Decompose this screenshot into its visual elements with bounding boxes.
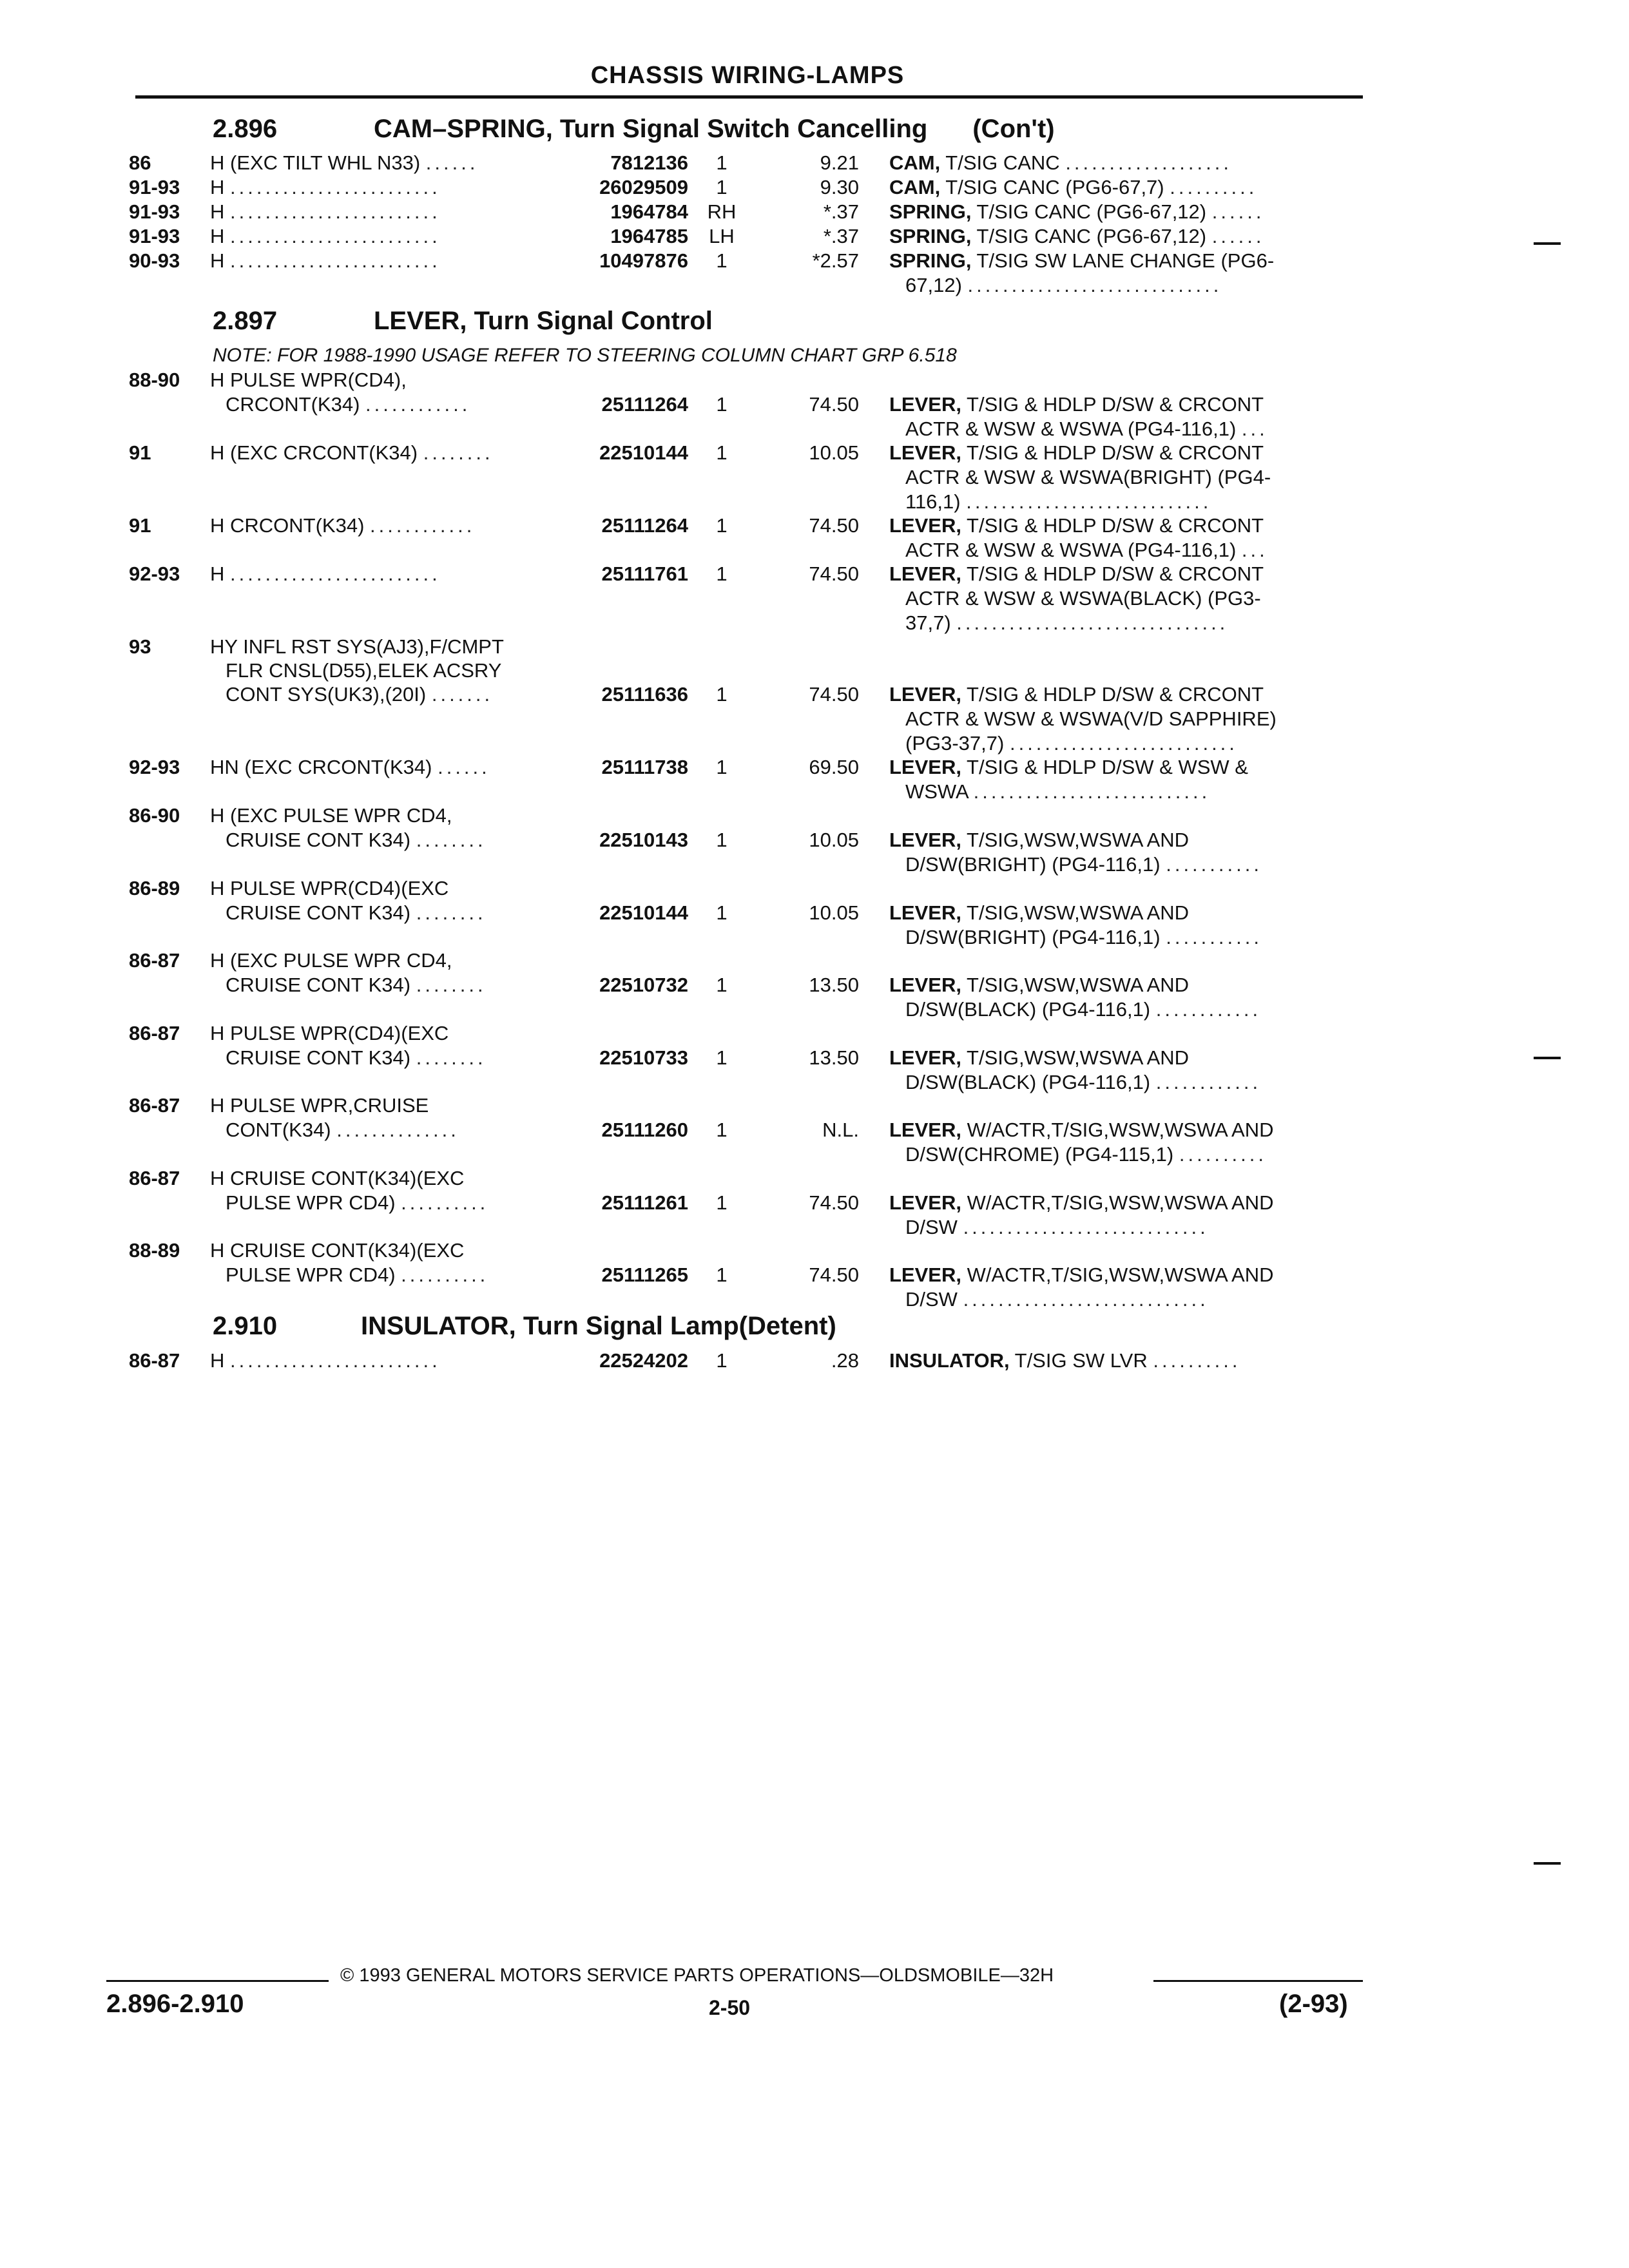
application-wrap — [226, 828, 487, 852]
part-number: 22524202 — [599, 1349, 688, 1372]
application-wrap — [210, 1349, 441, 1372]
part-number: 22510732 — [599, 974, 688, 996]
part-number: 25111738 — [601, 756, 688, 778]
description-noun: LEVER, — [889, 514, 961, 537]
part-number: 22510144 — [599, 441, 688, 464]
application: H (EXC PULSE WPR CD4, — [210, 804, 452, 827]
application-line: CRUISE CONT K34) — [226, 974, 411, 996]
description-wrap — [905, 273, 1222, 297]
description: T/SIG & HDLP D/SW & CRCONT — [961, 441, 1264, 464]
description: T/SIG & HDLP D/SW & CRCONT — [961, 514, 1264, 537]
section-title: INSULATOR, Turn Signal Lamp(Detent) — [361, 1312, 836, 1340]
description-wrap — [889, 1263, 1273, 1287]
description-wrap — [889, 828, 1189, 852]
description-line: (PG3-37,7) — [905, 732, 1005, 754]
description-noun: LEVER, — [889, 562, 961, 585]
price: 13.50 — [809, 974, 859, 996]
year-range: 91 — [129, 441, 151, 464]
description-wrap — [889, 562, 1264, 586]
leader-dots: ............ — [1155, 1071, 1262, 1093]
description-line: D/SW(BRIGHT) (PG4-116,1) — [905, 926, 1161, 948]
section-number: 2.897 — [213, 307, 278, 335]
leader-dots: ........ — [423, 441, 494, 464]
application-wrap — [210, 562, 441, 586]
margin-mark — [1534, 1862, 1561, 1865]
price: 10.05 — [809, 441, 859, 464]
description-wrap — [889, 755, 1248, 779]
application-line: CONT(K34) — [226, 1119, 331, 1141]
quantity: 1 — [716, 1349, 728, 1372]
leader-dots: ........... — [1166, 853, 1262, 876]
year-range: 92-93 — [129, 756, 180, 778]
quantity: 1 — [716, 1264, 728, 1286]
section-title: LEVER, Turn Signal Control — [374, 307, 713, 335]
quantity: 1 — [716, 974, 728, 996]
leader-dots: ........................ — [230, 225, 441, 247]
year-range: 90-93 — [129, 249, 180, 272]
price: 13.50 — [809, 1046, 859, 1069]
leader-dots: .......... — [401, 1264, 489, 1286]
description-noun: LEVER, — [889, 1191, 961, 1214]
application: H — [210, 225, 225, 247]
application: H — [210, 1349, 225, 1372]
description-wrap — [889, 1046, 1189, 1070]
application-line: CRUISE CONT K34) — [226, 1046, 411, 1069]
description-wrap — [905, 997, 1261, 1021]
quantity: 1 — [716, 514, 728, 537]
description-wrap — [905, 1215, 1209, 1239]
year-range: 91-93 — [129, 200, 180, 223]
description: T/SIG SW LANE CHANGE (PG6- — [971, 249, 1275, 272]
year-range: 91-93 — [129, 176, 180, 198]
application-line: PULSE WPR CD4) — [226, 1264, 396, 1286]
leader-dots: ........................ — [230, 200, 441, 223]
year-range: 86-87 — [129, 1167, 180, 1189]
description: T/SIG,WSW,WSWA AND — [961, 901, 1190, 924]
leader-dots: ........ — [416, 974, 487, 996]
year-range: 86-89 — [129, 877, 180, 899]
description-wrap — [905, 925, 1262, 949]
description-wrap — [905, 538, 1268, 562]
description-wrap — [889, 1191, 1273, 1215]
application: H PULSE WPR,CRUISE — [210, 1094, 429, 1117]
description-line: ACTR & WSW & WSWA (PG4-116,1) — [905, 418, 1237, 440]
description-wrap — [905, 780, 1210, 803]
application-wrap — [210, 441, 494, 465]
leader-dots: ... — [1241, 418, 1268, 440]
part-number: 25111761 — [601, 562, 688, 585]
part-number: 10497876 — [599, 249, 688, 272]
description: T/SIG & HDLP D/SW & WSW & — [961, 756, 1248, 778]
header-rule — [135, 95, 1363, 99]
leader-dots: ........... — [1166, 926, 1262, 948]
description-wrap — [889, 151, 1232, 175]
footer-rule — [1153, 1980, 1363, 1982]
description-wrap — [905, 490, 1211, 514]
year-range: 86-87 — [129, 1022, 180, 1044]
quantity: 1 — [716, 683, 728, 706]
year-range: 86-87 — [129, 1349, 180, 1372]
description-noun: LEVER, — [889, 683, 961, 706]
description-noun: LEVER, — [889, 1264, 961, 1286]
section-continued: (Con't) — [972, 115, 1055, 143]
application: H PULSE WPR(CD4), — [210, 369, 407, 391]
description-line: ACTR & WSW & WSWA(BLACK) (PG3- — [905, 587, 1261, 610]
leader-dots: ............................ — [963, 1216, 1209, 1238]
year-range: 86 — [129, 151, 151, 174]
description-noun: CAM, — [889, 151, 941, 174]
section-title-wrap — [374, 115, 1055, 144]
application-wrap — [226, 392, 470, 416]
description-noun: SPRING, — [889, 249, 972, 272]
description-noun: SPRING, — [889, 225, 972, 247]
application: H — [210, 249, 225, 272]
description: T/SIG & HDLP D/SW & CRCONT — [961, 683, 1264, 706]
application-wrap — [226, 1191, 488, 1215]
quantity: 1 — [716, 1119, 728, 1141]
part-number: 25111265 — [601, 1264, 688, 1286]
description-wrap — [889, 392, 1264, 416]
leader-dots: ........................... — [973, 780, 1211, 803]
leader-dots: ........................ — [230, 249, 441, 272]
price: 74.50 — [809, 1191, 859, 1214]
quantity: RH — [707, 200, 737, 223]
application-wrap — [226, 901, 487, 925]
leader-dots: ........ — [416, 901, 487, 924]
section-number: 2.910 — [213, 1312, 278, 1340]
quantity: 1 — [716, 829, 728, 851]
application-line: CRCONT(K34) — [226, 393, 360, 416]
leader-dots: ................... — [1065, 151, 1232, 174]
description-noun: LEVER, — [889, 441, 961, 464]
price: 9.21 — [820, 151, 859, 174]
application-wrap — [210, 175, 441, 199]
description-noun: LEVER, — [889, 393, 961, 416]
description-line: 67,12) — [905, 274, 962, 296]
leader-dots: .......... — [1170, 176, 1258, 198]
year-range: 91-93 — [129, 225, 180, 247]
part-number: 1964785 — [610, 225, 688, 247]
leader-dots: ........................ — [230, 1349, 441, 1372]
description-wrap — [889, 200, 1264, 224]
application-wrap — [226, 1263, 488, 1287]
price: 74.50 — [809, 514, 859, 537]
price: .28 — [831, 1349, 859, 1372]
application-wrap — [226, 973, 487, 997]
leader-dots: ............ — [1155, 998, 1262, 1021]
description-wrap — [905, 1287, 1209, 1311]
description: T/SIG CANC (PG6-67,12) — [971, 225, 1207, 247]
part-number: 22510144 — [599, 901, 688, 924]
footer-page-number: 2-50 — [709, 1996, 751, 2019]
application: H (EXC PULSE WPR CD4, — [210, 949, 452, 972]
description: T/SIG,WSW,WSWA AND — [961, 829, 1190, 851]
footer-copyright: © 1993 GENERAL MOTORS SERVICE PARTS OPERATIONS—OLDSMOBILE—32H — [340, 1965, 1054, 1986]
application: H PULSE WPR(CD4)(EXC — [210, 1022, 449, 1044]
description-noun: LEVER, — [889, 901, 961, 924]
year-range: 92-93 — [129, 562, 180, 585]
part-number: 25111264 — [601, 393, 688, 416]
description: T/SIG CANC — [940, 151, 1060, 174]
leader-dots: .......... — [401, 1191, 489, 1214]
price: 74.50 — [809, 562, 859, 585]
price: *.37 — [823, 200, 859, 223]
footer-section-range: 2.896-2.910 — [106, 1990, 244, 2018]
application: H PULSE WPR(CD4)(EXC — [210, 877, 449, 899]
price: *2.57 — [812, 249, 859, 272]
description-noun: LEVER, — [889, 1046, 961, 1069]
year-range: 91 — [129, 514, 151, 537]
part-number: 25111264 — [601, 514, 688, 537]
description-line: ACTR & WSW & WSWA(V/D SAPPHIRE) — [905, 707, 1277, 730]
quantity: 1 — [716, 562, 728, 585]
price: 74.50 — [809, 683, 859, 706]
description: W/ACTR,T/SIG,WSW,WSWA AND — [961, 1191, 1274, 1214]
leader-dots: .............. — [336, 1119, 459, 1141]
section-note: NOTE: FOR 1988-1990 USAGE REFER TO STEERING COLUMN CHART GRP 6.518 — [213, 345, 957, 366]
footer-rule — [106, 1980, 329, 1982]
year-range: 88-89 — [129, 1239, 180, 1262]
leader-dots: ........................ — [230, 562, 441, 585]
description-noun: CAM, — [889, 176, 941, 198]
description-line: 116,1) — [905, 490, 961, 513]
price: 10.05 — [809, 901, 859, 924]
description-wrap — [889, 901, 1189, 925]
description-wrap — [905, 1070, 1261, 1094]
price: *.37 — [823, 225, 859, 247]
description-line: D/SW(BLACK) (PG4-116,1) — [905, 998, 1151, 1021]
quantity: 1 — [716, 249, 728, 272]
description-wrap — [905, 852, 1262, 876]
application-wrap — [210, 755, 490, 779]
description-line: 37,7) — [905, 611, 951, 634]
part-number: 22510733 — [599, 1046, 688, 1069]
year-range: 88-90 — [129, 369, 180, 391]
description-line: D/SW(BLACK) (PG4-116,1) — [905, 1071, 1151, 1093]
application-line: CRUISE CONT K34) — [226, 901, 411, 924]
section-number: 2.896 — [213, 115, 278, 143]
application-wrap — [210, 151, 478, 175]
footer-date-code: (2-93) — [1279, 1990, 1348, 2018]
description: T/SIG & HDLP D/SW & CRCONT — [961, 393, 1264, 416]
description: W/ACTR,T/SIG,WSW,WSWA AND — [961, 1264, 1274, 1286]
description-line: D/SW(CHROME) (PG4-115,1) — [905, 1143, 1174, 1166]
description-noun: LEVER, — [889, 756, 961, 778]
description-wrap — [889, 1349, 1241, 1372]
application-wrap — [226, 1046, 487, 1070]
leader-dots: ............................ — [963, 1288, 1209, 1311]
leader-dots: ............ — [370, 514, 476, 537]
description-line: D/SW(BRIGHT) (PG4-116,1) — [905, 853, 1161, 876]
description-line: D/SW — [905, 1216, 958, 1238]
description-wrap — [889, 224, 1264, 248]
description: T/SIG SW LVR — [1009, 1349, 1148, 1372]
margin-mark — [1534, 1057, 1561, 1059]
description-line: D/SW — [905, 1288, 958, 1311]
application-wrap — [226, 682, 493, 706]
description: T/SIG,WSW,WSWA AND — [961, 1046, 1190, 1069]
part-number: 22510143 — [599, 829, 688, 851]
description-wrap — [889, 973, 1189, 997]
application-line: CRUISE CONT K34) — [226, 829, 411, 851]
quantity: LH — [709, 225, 735, 247]
leader-dots: ...... — [1211, 225, 1265, 247]
leader-dots: .......... — [1153, 1349, 1241, 1372]
description-wrap — [905, 1142, 1267, 1166]
description-wrap — [889, 249, 1274, 273]
description-line: ACTR & WSW & WSWA(BRIGHT) (PG4- — [905, 466, 1271, 488]
application-wrap — [210, 224, 441, 248]
part-number: 26029509 — [599, 176, 688, 198]
leader-dots: ............ — [365, 393, 471, 416]
leader-dots: ...... — [1211, 200, 1265, 223]
leader-dots: .......................... — [1009, 732, 1238, 754]
description: W/ACTR,T/SIG,WSW,WSWA AND — [961, 1119, 1274, 1141]
leader-dots: ........ — [416, 1046, 487, 1069]
application-wrap — [226, 1118, 459, 1142]
application: HY INFL RST SYS(AJ3),F/CMPT — [210, 635, 504, 658]
price: 10.05 — [809, 829, 859, 851]
description: T/SIG & HDLP D/SW & CRCONT — [961, 562, 1264, 585]
application: H — [210, 562, 225, 585]
application-line: FLR CNSL(D55),ELEK ACSRY — [226, 659, 502, 682]
leader-dots: ............................ — [966, 490, 1212, 513]
description-line: ACTR & WSW & WSWA (PG4-116,1) — [905, 539, 1237, 561]
leader-dots: ............................. — [967, 274, 1222, 296]
quantity: 1 — [716, 1191, 728, 1214]
page-header-title: CHASSIS WIRING-LAMPS — [590, 62, 905, 89]
description-noun: SPRING, — [889, 200, 972, 223]
part-number: 25111261 — [601, 1191, 688, 1214]
description-wrap — [889, 682, 1264, 706]
leader-dots: ....... — [431, 683, 494, 706]
part-number: 25111260 — [601, 1119, 688, 1141]
description-wrap — [905, 611, 1228, 635]
application-line: PULSE WPR CD4) — [226, 1191, 396, 1214]
application: H CRUISE CONT(K34)(EXC — [210, 1167, 465, 1189]
application: H CRUISE CONT(K34)(EXC — [210, 1239, 465, 1262]
year-range: 86-90 — [129, 804, 180, 827]
description-wrap — [905, 731, 1238, 755]
section-title: CAM–SPRING, Turn Signal Switch Cancelling — [374, 115, 928, 143]
leader-dots: ...... — [438, 756, 490, 778]
price: 9.30 — [820, 176, 859, 198]
description-noun: LEVER, — [889, 1119, 961, 1141]
description-line: WSWA — [905, 780, 969, 803]
description-wrap — [889, 514, 1264, 537]
quantity: 1 — [716, 151, 728, 174]
description-wrap — [905, 417, 1268, 441]
quantity: 1 — [716, 1046, 728, 1069]
description-noun: INSULATOR, — [889, 1349, 1010, 1372]
year-range: 86-87 — [129, 949, 180, 972]
quantity: 1 — [716, 393, 728, 416]
application: H — [210, 200, 225, 223]
margin-mark — [1534, 242, 1561, 245]
leader-dots: ............................... — [956, 611, 1229, 634]
part-number: 7812136 — [610, 151, 688, 174]
price: 74.50 — [809, 1264, 859, 1286]
price: 74.50 — [809, 393, 859, 416]
application-line: CONT SYS(UK3),(20I) — [226, 683, 427, 706]
price: 69.50 — [809, 756, 859, 778]
leader-dots: ...... — [425, 151, 479, 174]
leader-dots: .......... — [1179, 1143, 1268, 1166]
application-wrap — [210, 200, 441, 224]
description: T/SIG,WSW,WSWA AND — [961, 974, 1190, 996]
application: HN (EXC CRCONT(K34) — [210, 756, 432, 778]
application-wrap — [210, 514, 475, 537]
description-noun: LEVER, — [889, 974, 961, 996]
year-range: 93 — [129, 635, 151, 658]
description-wrap — [889, 441, 1264, 465]
application: H — [210, 176, 225, 198]
price: N.L. — [822, 1119, 859, 1141]
leader-dots: ... — [1241, 539, 1268, 561]
description-wrap — [889, 1118, 1273, 1142]
leader-dots: ........................ — [230, 176, 441, 198]
description: T/SIG CANC (PG6-67,12) — [971, 200, 1207, 223]
quantity: 1 — [716, 756, 728, 778]
leader-dots: ........ — [416, 829, 487, 851]
year-range: 86-87 — [129, 1094, 180, 1117]
quantity: 1 — [716, 176, 728, 198]
quantity: 1 — [716, 441, 728, 464]
part-number: 1964784 — [610, 200, 688, 223]
application: H CRCONT(K34) — [210, 514, 365, 537]
quantity: 1 — [716, 901, 728, 924]
application: H (EXC CRCONT(K34) — [210, 441, 418, 464]
application-wrap — [210, 249, 441, 273]
part-number: 25111636 — [601, 683, 688, 706]
application: H (EXC TILT WHL N33) — [210, 151, 421, 174]
description-wrap — [889, 175, 1257, 199]
description: T/SIG CANC (PG6-67,7) — [940, 176, 1164, 198]
description-noun: LEVER, — [889, 829, 961, 851]
